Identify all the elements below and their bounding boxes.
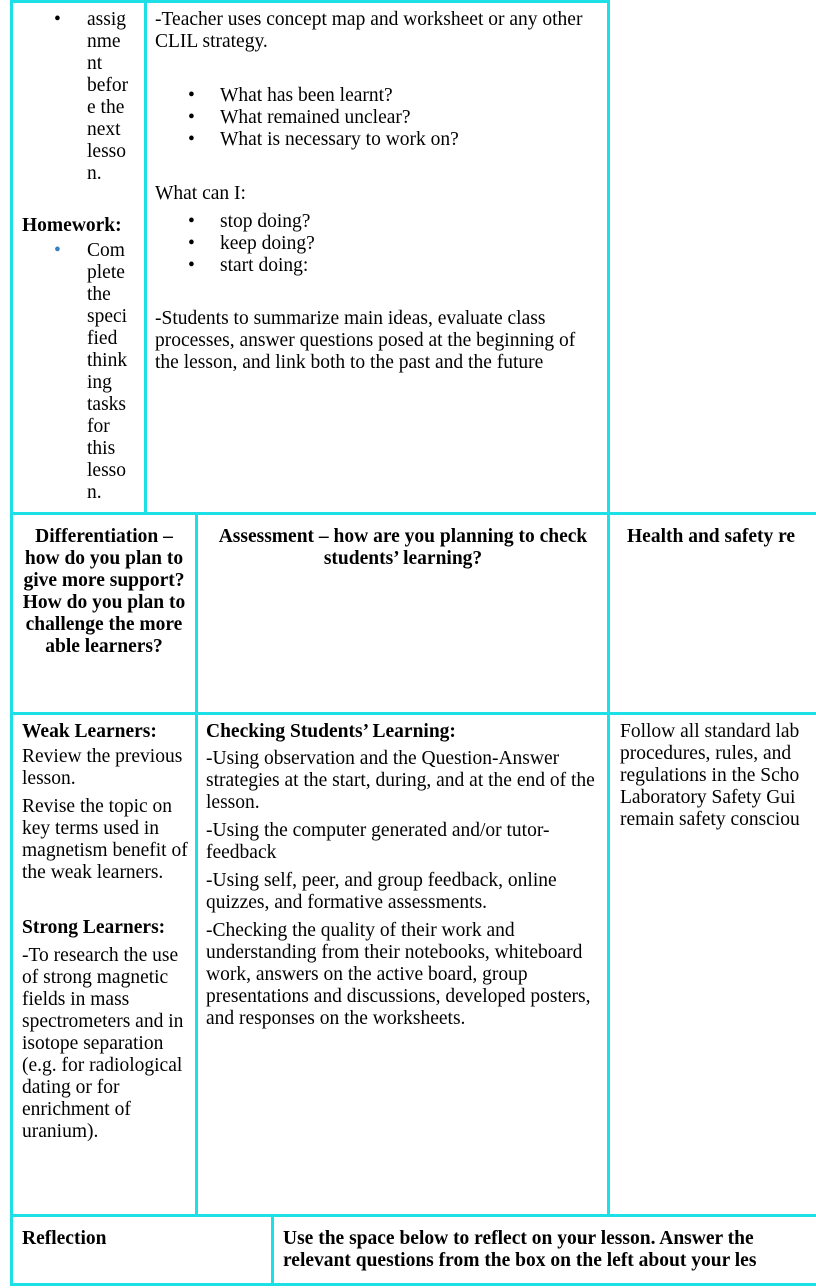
assessment-cell: [206, 721, 602, 1030]
homework-list: [22, 240, 140, 504]
reflection-instruction: [283, 1228, 756, 1272]
strong-learners-heading: Strong Learners:: [22, 917, 166, 938]
reflection-instruction-line: Use the space below to reflect on your lesson. Answer the: [283, 1228, 754, 1249]
actions-list: [155, 211, 601, 277]
assessment-item: -Using the computer generated and/or tutor-feedback: [206, 820, 550, 863]
health-line: procedures, rules, and: [620, 743, 792, 764]
question-item: • What is necessary to work on?: [155, 129, 601, 151]
top-left-cell: [22, 9, 140, 504]
reflection-questions-list: [155, 85, 601, 151]
strong-learners-text: -To research the use of strong magnetic fields in mass spectrometers and in isotope separation (e.g. for radiological dating or for enrichment of uranium).: [22, 945, 184, 1142]
health-line: regulations in the Scho: [620, 765, 800, 786]
differentiation-cell: [22, 721, 190, 1143]
question-item: • What remained unclear?: [155, 107, 601, 129]
teacher-strategy-text: -Teacher uses concept map and worksheet or any other CLIL strategy.: [155, 9, 583, 52]
health-safety-cell: [620, 721, 800, 831]
action-item: • keep doing?: [155, 233, 601, 255]
border-col2-top: [607, 0, 610, 1216]
border-bottom: [10, 1283, 816, 1286]
homework-item: • Com plete the speci fied think ing tasks for this lesso n.: [22, 240, 140, 504]
border-col1-top: [144, 0, 147, 514]
border-row2: [10, 712, 816, 715]
health-line: remain safety consciou: [620, 809, 800, 830]
summary-text: -Students to summarize main ideas, evaluate class processes, answer questions posed at the beginning of the lesson, and link both to the past and the future: [155, 308, 576, 373]
assessment-item: -Using observation and the Question-Answer strategies at the start, during, and at the end of the lesson.: [206, 748, 595, 813]
weak-learners-text: Review the previous lesson.: [22, 746, 183, 789]
reflection-label: Reflection: [22, 1228, 107, 1249]
action-item: • stop doing?: [155, 211, 601, 233]
border-top: [10, 0, 610, 3]
top-middle-cell: [155, 9, 601, 374]
border-row1: [10, 512, 816, 515]
assignment-list: [22, 9, 140, 185]
question-item: • What has been learnt?: [155, 85, 601, 107]
border-left: [10, 0, 13, 1286]
checking-learning-heading: Checking Students’ Learning:: [206, 721, 456, 742]
border-col1-mid: [195, 514, 198, 1216]
action-item: • start doing:: [155, 255, 601, 277]
weak-learners-text: Revise the topic on key terms used in magnetism benefit of the weak learners.: [22, 796, 188, 883]
weak-learners-heading: Weak Learners:: [22, 721, 157, 742]
homework-heading: Homework:: [22, 215, 122, 236]
assessment-item: -Checking the quality of their work and understanding from their notebooks, whiteboard work, answers on the active board, group presentations and discussions, developed posters, and responses on the worksheets.: [206, 920, 591, 1029]
assignment-item: • assig nme nt befor e the next lesso n.: [22, 9, 140, 185]
assessment-header: Assessment – how are you planning to check students’ learning?: [218, 526, 588, 569]
assessment-item: -Using self, peer, and group feedback, online quizzes, and formative assessments.: [206, 870, 557, 913]
health-line: Laboratory Safety Gui: [620, 787, 796, 808]
border-reflection: [271, 1216, 274, 1286]
reflection-instruction-line: relevant questions from the box on the left about your les: [283, 1250, 757, 1271]
health-safety-header: Health and safety re: [627, 526, 796, 547]
health-line: Follow all standard lab: [620, 721, 800, 742]
what-can-i-label: What can I:: [155, 183, 246, 204]
border-row3: [10, 1214, 816, 1217]
differentiation-header: Differentiation – how do you plan to give more support? How do you plan to challenge the more able learners?: [22, 526, 186, 657]
